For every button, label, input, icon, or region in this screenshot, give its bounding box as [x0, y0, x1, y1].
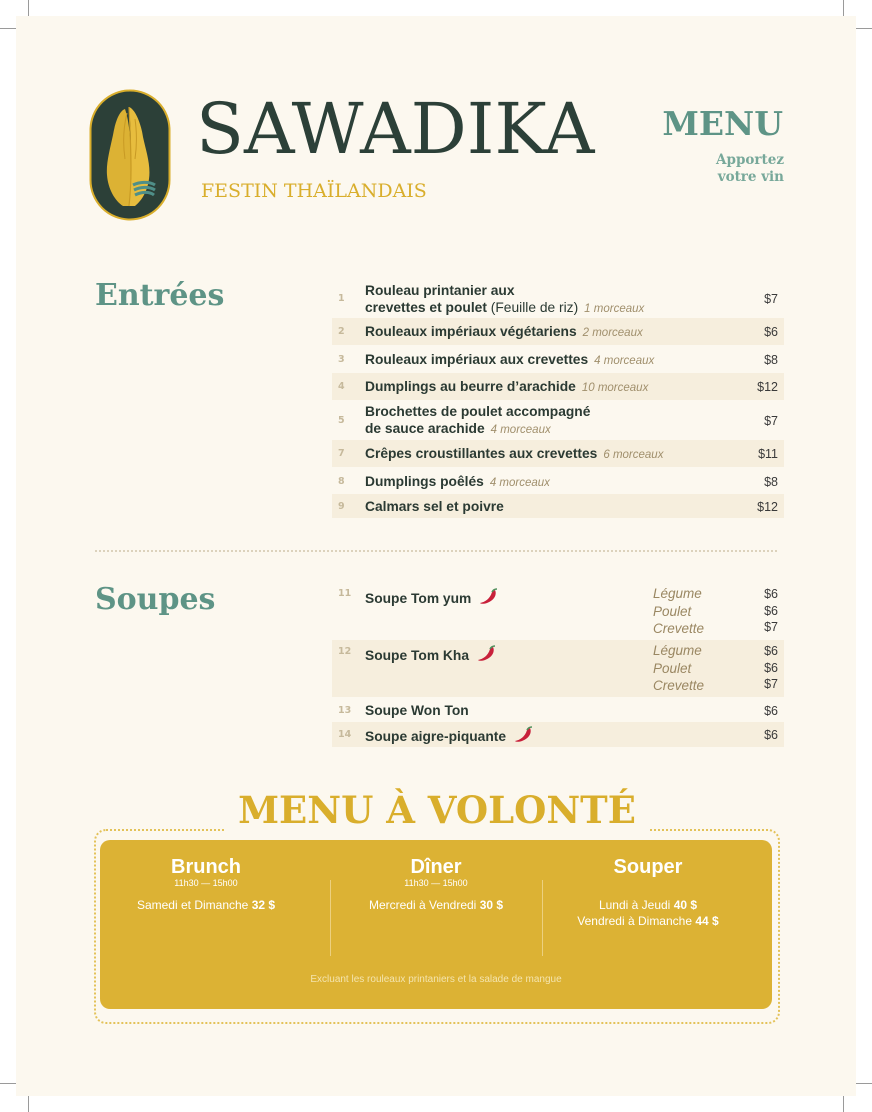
- item-price: $12: [757, 380, 778, 394]
- item-name: Soupe Tom yum: [365, 588, 499, 607]
- diner-price-line: Mercredi à Vendredi 30 $: [368, 898, 504, 912]
- soupes-list: [332, 584, 784, 747]
- list-item: [332, 467, 784, 494]
- crop-mark: [856, 28, 872, 29]
- item-name: Soupe aigre-piquante: [365, 726, 534, 745]
- item-name: Crêpes croustillantes aux crevettes 6 morceaux: [365, 446, 664, 461]
- crop-mark: [843, 1096, 844, 1112]
- brunch-price-line: Samedi et Dimanche 32 $: [136, 898, 276, 912]
- item-price: $8: [764, 353, 778, 367]
- crop-mark: [0, 1083, 16, 1084]
- souper-price-line: Lundi à Jeudi 40 $: [598, 898, 698, 912]
- item-number: 4: [338, 381, 345, 392]
- list-item: [332, 345, 784, 373]
- item-price: $8: [764, 475, 778, 489]
- item-price: $7: [764, 414, 778, 428]
- item-name: Calmars sel et poivre: [365, 499, 504, 514]
- item-price: $12: [757, 500, 778, 514]
- item-prices: $6 $6 $7: [764, 587, 778, 634]
- crop-mark: [856, 1083, 872, 1084]
- list-item: [332, 318, 784, 345]
- item-price: $7: [764, 292, 778, 306]
- list-item: [332, 280, 784, 318]
- souper-column: [542, 856, 754, 929]
- chili-pepper-icon: [514, 726, 534, 744]
- item-number: 5: [338, 415, 345, 426]
- list-item: [332, 440, 784, 467]
- item-variants: Légume Poulet Crevette: [653, 586, 705, 636]
- menu-heading: MENU: [662, 104, 783, 143]
- list-item: [332, 373, 784, 400]
- list-item: [332, 584, 784, 640]
- chili-pepper-icon: [477, 645, 497, 663]
- crop-mark: [843, 0, 844, 16]
- brunch-title: Brunch: [171, 856, 241, 878]
- crop-mark: [0, 28, 16, 29]
- section-divider: [95, 550, 777, 552]
- bring-your-own-wine-note: Apportez votre vin: [716, 152, 784, 185]
- restaurant-tagline: FESTIN THAÏLANDAIS: [201, 180, 427, 202]
- item-name: Rouleau printanier aux crevettes et poulet (Feuille de riz) 1 morceaux: [365, 283, 645, 315]
- item-name: Soupe Won Ton: [365, 703, 469, 718]
- menu-page: [16, 16, 856, 1096]
- item-price: $6: [764, 704, 778, 718]
- soupes-section-title: Soupes: [95, 582, 216, 617]
- brunch-column: [100, 856, 312, 913]
- list-item: [332, 494, 784, 518]
- list-item: [332, 697, 784, 722]
- diner-title: Dîner: [410, 856, 462, 878]
- item-price: $6: [764, 728, 778, 742]
- item-number: 13: [338, 705, 352, 716]
- brunch-hours: 11h30 — 15h00: [174, 878, 238, 888]
- item-price: $6: [764, 325, 778, 339]
- diner-column: [330, 856, 542, 913]
- souper-price-line: Vendredi à Dimanche 44 $: [577, 914, 719, 928]
- item-number: 1: [338, 293, 345, 304]
- item-number: 3: [338, 354, 345, 365]
- item-name: Dumplings poêlés 4 morceaux: [365, 474, 550, 489]
- item-name: Dumplings au beurre d’arachide 10 morceaux: [365, 379, 649, 394]
- crop-mark: [28, 1096, 29, 1112]
- crop-mark: [28, 0, 29, 16]
- item-number: 7: [338, 448, 345, 459]
- chili-pepper-icon: [479, 588, 499, 606]
- item-name: Rouleaux impériaux végétariens 2 morceaux: [365, 324, 643, 339]
- entrees-list: [332, 280, 784, 518]
- exclusion-note: Excluant les rouleaux printaniers et la salade de mangue: [310, 974, 562, 985]
- list-item: [332, 640, 784, 697]
- souper-title: Souper: [613, 856, 683, 878]
- praying-hands-logo-icon: [89, 89, 171, 221]
- item-number: 8: [338, 476, 345, 487]
- item-number: 12: [338, 646, 352, 657]
- list-item: [332, 722, 784, 747]
- item-number: 9: [338, 501, 345, 512]
- entrees-section-title: Entrées: [95, 278, 225, 313]
- item-number: 2: [338, 326, 345, 337]
- item-variants: Légume Poulet Crevette: [653, 643, 705, 693]
- diner-hours: 11h30 — 15h00: [404, 878, 468, 888]
- all-you-can-eat-panel: [100, 840, 772, 1009]
- restaurant-name: SAWADIKA: [196, 88, 595, 170]
- item-name: Soupe Tom Kha: [365, 645, 497, 664]
- item-price: $11: [758, 447, 778, 461]
- item-name: Brochettes de poulet accompagné de sauce arachide 4 morceaux: [365, 404, 591, 436]
- item-number: 14: [338, 729, 352, 740]
- item-prices: $6 $6 $7: [764, 644, 778, 691]
- all-you-can-eat-heading: MENU À VOLONTÉ: [226, 788, 648, 832]
- item-number: 11: [338, 588, 352, 599]
- item-name: Rouleaux impériaux aux crevettes 4 morceaux: [365, 352, 655, 367]
- list-item: [332, 400, 784, 440]
